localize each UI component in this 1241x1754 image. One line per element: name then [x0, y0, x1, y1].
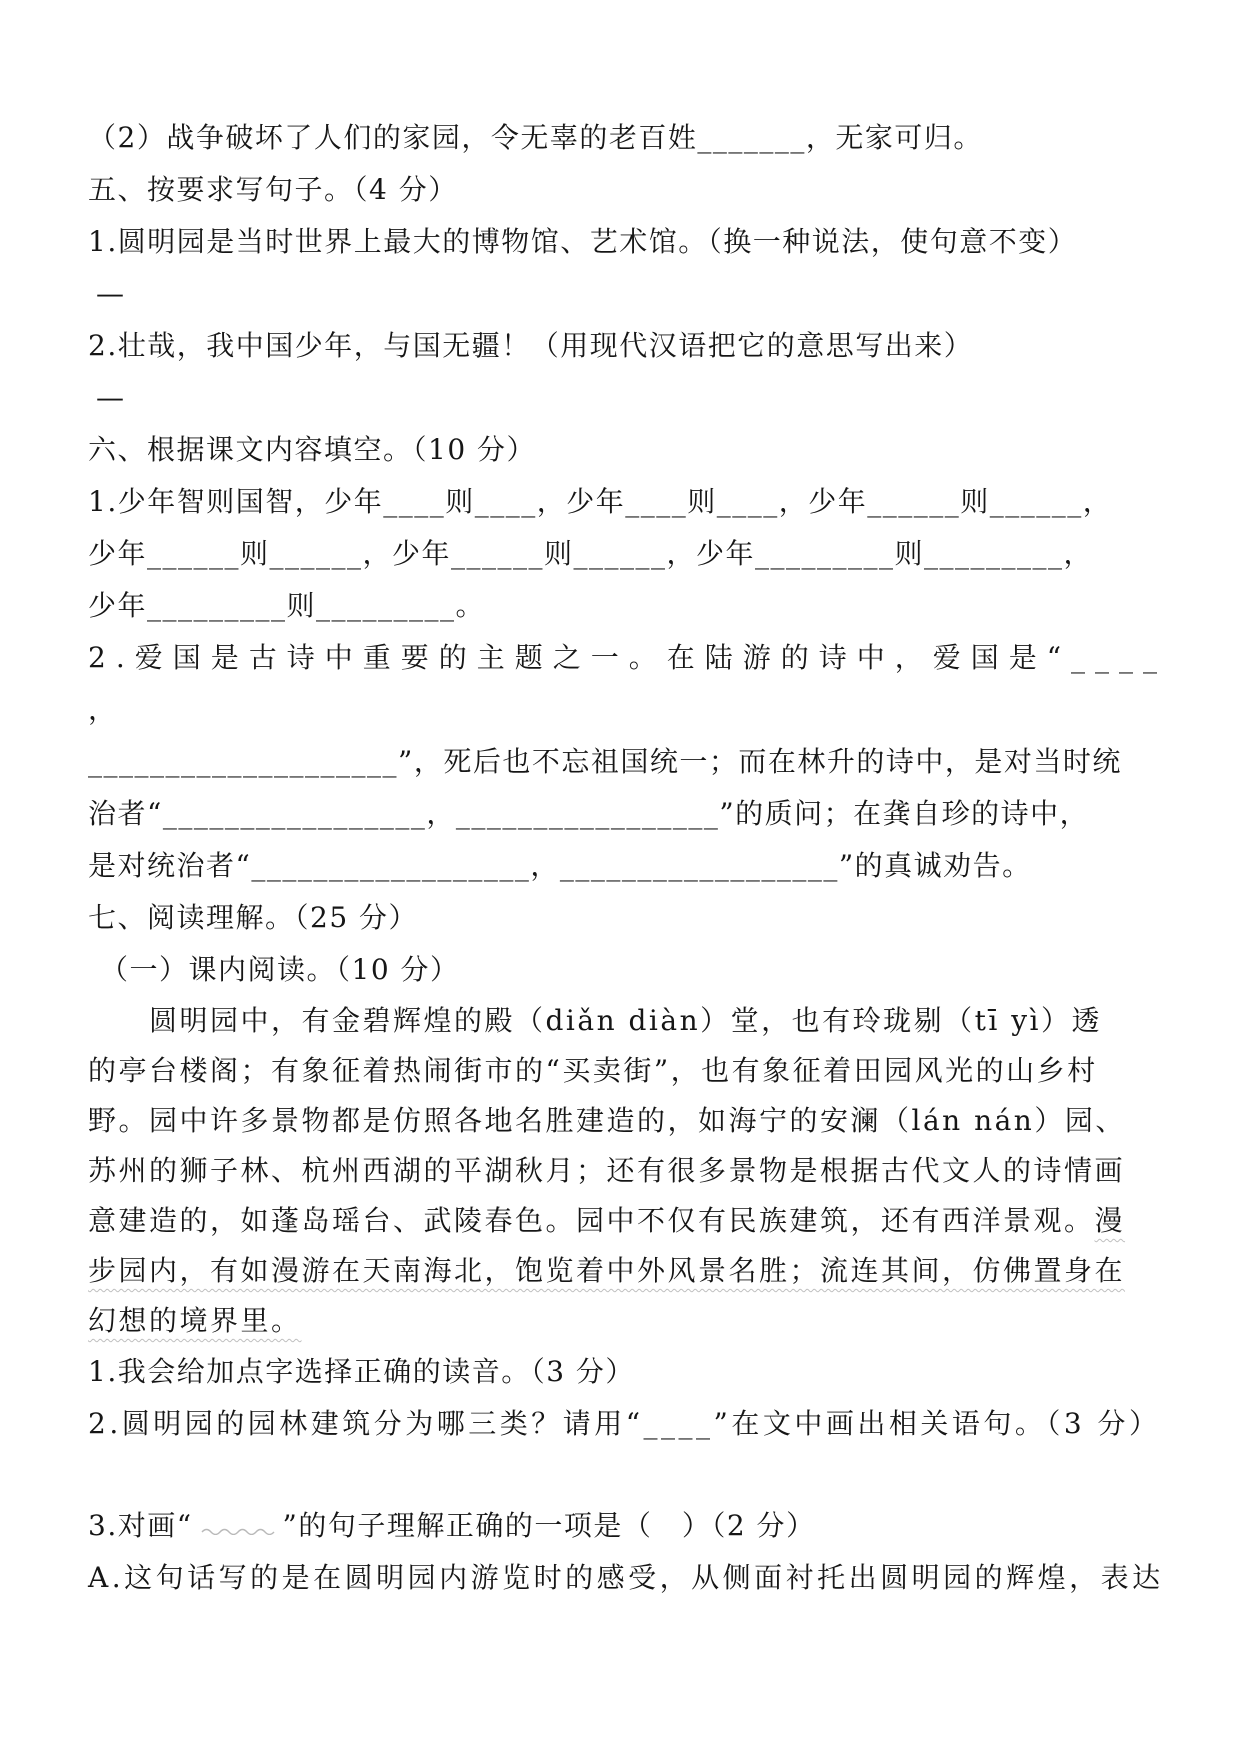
passage-text-wavy-underlined: 幻想的境界里。: [88, 1304, 302, 1337]
passage-line: [88, 1096, 1157, 1146]
passage-text: 野。园中许多景物都是仿照各地名胜建造的，如海宁的安澜（lán nán）园、: [88, 1104, 1126, 1137]
section-5-item-2: 2.壮哉，我中国少年，与国无疆！（用现代汉语把它的意思写出来）: [88, 329, 974, 362]
section-6-item-2-line: ，: [88, 693, 118, 726]
passage-line: [88, 1246, 1157, 1296]
answer-dash: —: [96, 381, 126, 414]
section-7-sub-1-heading: （一）课内阅读。（10 分）: [100, 953, 460, 986]
section-5-heading: 五、按要求写句子。（4 分）: [88, 173, 458, 206]
section-7-heading: 七、阅读理解。（25 分）: [88, 901, 419, 934]
section-6-item-1-line: 少年_________则_________。: [88, 589, 486, 622]
section-6-item-2-line: 治者“_________________，_________________”的质问；在龚自珍的诗中，: [88, 797, 1090, 830]
answer-space: [88, 1450, 1157, 1500]
section-5-item-1: 1.圆明园是当时世界上最大的博物馆、艺术馆。（换一种说法，使句意不变）: [88, 225, 1078, 258]
passage-text: 苏州的狮子林、杭州西湖的平湖秋月；还有很多景物是根据古代文人的诗情画: [88, 1154, 1126, 1187]
reading-question-3-text: ”的句子理解正确的一项是（ ）（2 分）: [282, 1509, 816, 1542]
section-6-heading: 六、根据课文内容填空。（10 分）: [88, 433, 537, 466]
reading-question-1: 1.我会给加点字选择正确的读音。（3 分）: [88, 1355, 635, 1388]
passage-line: [88, 1196, 1157, 1246]
reading-question-3-option-a: A.这句话写的是在圆明园内游览时的感受，从侧面衬托出圆明园的辉煌，表达: [88, 1561, 1164, 1594]
passage-line: [88, 1046, 1157, 1096]
passage-text: 意建造的，如蓬岛瑶台、武陵春色。园中不仅有民族建筑，还有西洋景观。: [88, 1204, 1095, 1237]
passage-text-wavy-underlined: 步园内，有如漫游在天南海北，饱览着中外风景名胜；流连其间，仿佛置身在: [88, 1254, 1126, 1287]
section-6-item-1-line: 少年______则______，少年______则______，少年_________则_________，: [88, 537, 1094, 570]
passage-line: [88, 996, 1157, 1046]
section-6-item-2-line: ____________________”，死后也不忘祖国统一；而在林升的诗中，是对当时统: [88, 745, 1122, 778]
section-6-item-1-line: 1.少年智则国智，少年____则____，少年____则____，少年______则______，: [88, 485, 1113, 518]
passage-text: 圆明园中，有金碧辉煌的殿（diǎn diàn）堂，也有玲珑剔（tī yì）透: [88, 1004, 1102, 1037]
passage-line: [88, 1146, 1157, 1196]
section-6-item-2-line: 是对统治者“__________________，__________________”的真诚劝告。: [88, 849, 1032, 882]
reading-question-2: 2.圆明园的园林建筑分为哪三类？请用“____”在文中画出相关语句。（3 分）: [88, 1407, 1161, 1440]
wavy-line-icon: [201, 1525, 275, 1535]
answer-dash: —: [96, 277, 126, 310]
section-6-item-2-line: 2.爱国是古诗中重要的主题之一。在陆游的诗中，爱国是“____: [88, 641, 1168, 674]
reading-question-3-text: 3.对画“: [88, 1509, 193, 1542]
passage-text: 的亭台楼阁；有象征着热闹街市的“买卖街”，也有象征着田园风光的山乡村: [88, 1054, 1098, 1087]
question-4-item-2: （2）战争破坏了人们的家园，令无辜的老百姓_______，无家可归。: [88, 121, 983, 154]
reading-question-3: [88, 1500, 1157, 1552]
passage-line: [88, 1296, 1157, 1346]
passage-text-wavy-underlined: 漫: [1094, 1204, 1126, 1237]
